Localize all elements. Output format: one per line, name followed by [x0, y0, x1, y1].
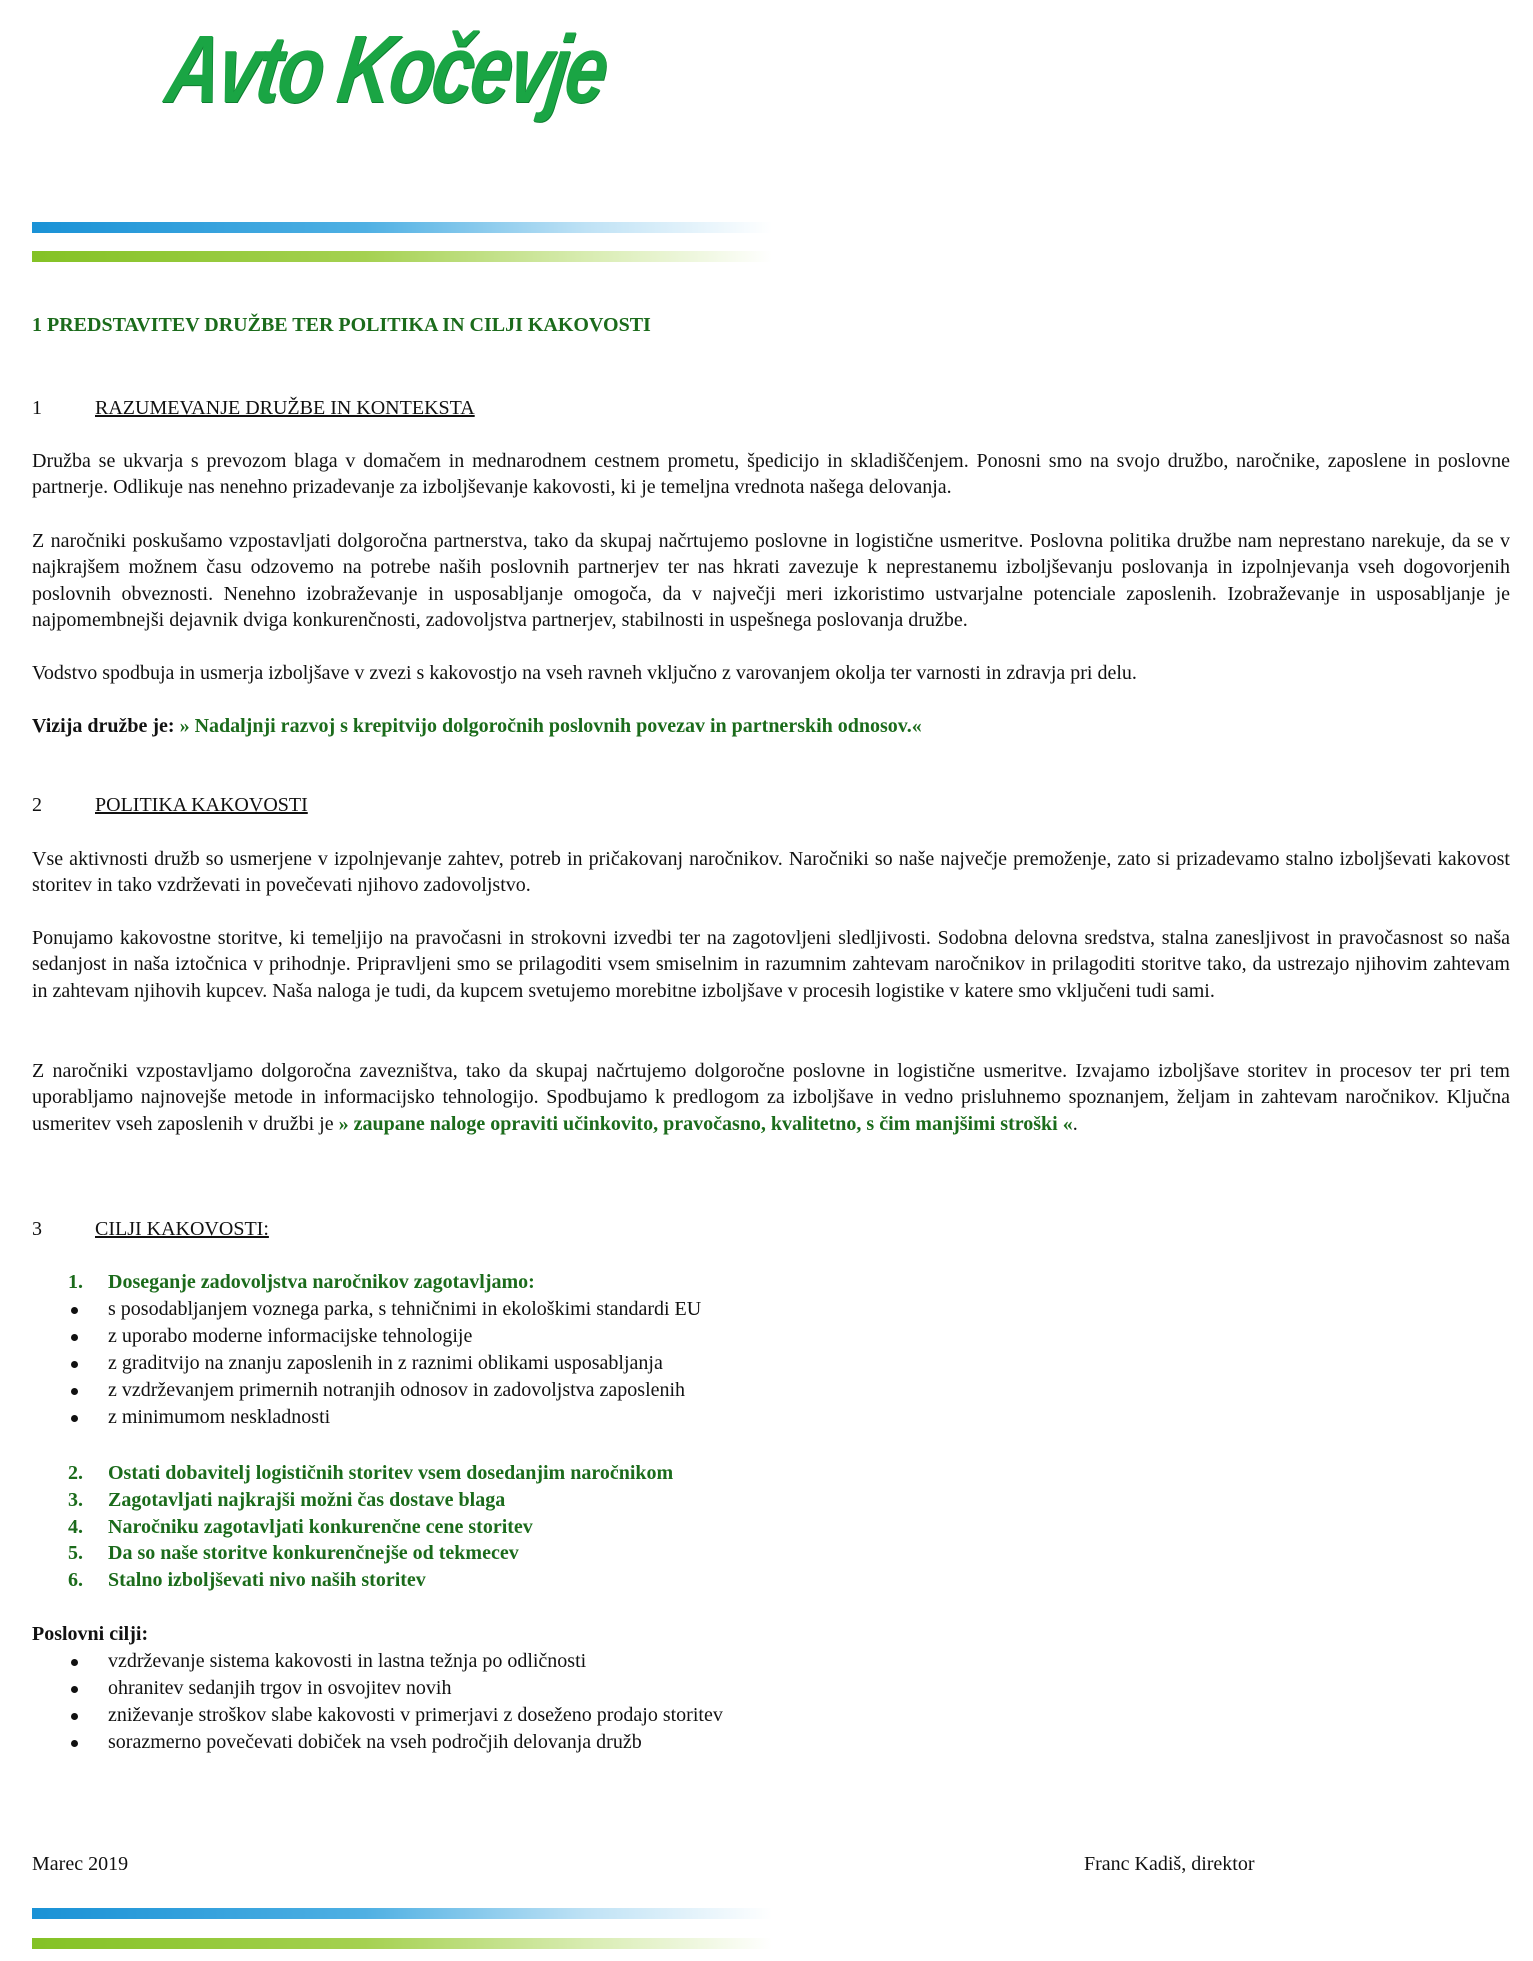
- goal-number: 2.: [68, 1462, 83, 1484]
- section-heading-1: [32, 395, 475, 421]
- goal-text: Ostati dobavitelj logističnih storitev vsem dosedanjim naročnikom: [108, 1462, 674, 1484]
- header-rule-blue: [32, 222, 772, 233]
- s2-paragraph-2: Ponujamo kakovostne storitve, ki temeljijo na pravočasni in strokovni izvedbi ter na zagotovljeni sledljivosti. Sodobna delovna sredstva, stalna zanesljivost in pravočasnost so naša sedanjost in naša iztočnica v prihodnje. Pripravljeni smo se prilagoditi vsem smiselnim in razumnim zahtevam naročnikov in prilagoditi storitve tako, da ustrezajo njihovim zahtevam in zahtevam njihovih kupcev. Naša naloga je tudi, da kupcem svetujemo morebitne izboljšave v procesih logistike v katere smo vključeni tudi sami.: [32, 927, 1510, 1002]
- document-date: Marec 2019: [32, 1853, 129, 1875]
- goal-item-1: [68, 1269, 535, 1295]
- s2-paragraph-3-end: .: [1072, 1112, 1078, 1135]
- goal-number: 5.: [68, 1542, 83, 1564]
- vision-label: Vizija družbe je:: [32, 715, 180, 737]
- goal-text: Stalno izboljševati nivo naših storitev: [108, 1569, 426, 1591]
- s1-paragraph-2: Z naročniki poskušamo vzpostavljati dolgoročna partnerstva, tako da skupaj načrtujemo poslovne in logistične usmeritve. Poslovna politika družbe nam neprestano narekuje, da se v najkrajšem možnem času odzovemo na potrebe naših poslovnih partnerjev ter nas hkrati zavezuje k neprestanemu izboljševanju poslovanja in izpolnjevanja vseh dogovorjenih poslovnih obveznosti. Nenehno izobraževanje in usposabljanje omogoča, da v največji meri izkoristimo ustvarjalne potenciale zaposlenih. Izobraževanje in usposabljanje je najpomembnejši dejavnik dviga konkurenčnosti, zadovoljstva partnerjev, stabilnosti in uspešnega poslovanja družbe.: [32, 530, 1510, 632]
- s1-paragraph-3: Vodstvo spodbuja in usmerja izboljšave v zvezi s kakovostjo na vseh ravneh vključno z varovanjem okolja ter varnosti in zdravja pri delu.: [32, 662, 1137, 684]
- goal-item-6: [68, 1567, 426, 1593]
- list-item: sorazmerno povečevati dobiček na vseh področjih delovanja družb: [68, 1729, 723, 1756]
- goal-1-bullet-list: [68, 1296, 701, 1431]
- list-item: z uporabo moderne informacijske tehnologije: [68, 1323, 701, 1350]
- list-item: z graditvijo na znanju zaposlenih in z raznimi oblikami usposabljanja: [68, 1350, 701, 1377]
- s2-paragraph-3-text: Z naročniki vzpostavljamo dolgoročna zavezništva, tako da skupaj načrtujemo dolgoročne poslovne in logistične usmeritve. Izvajamo izboljšave storitev in procesov ter pri tem uporabljamo najnovejše metode in informacijsko tehnologijo. Spodbujamo k predlogom za izboljšave in vedno prisluhnemo spoznanjem, željam in zahtevam naročnikov. Ključna usmeritev vseh zaposlenih v družbi je: [32, 1060, 1510, 1135]
- section-heading-2: [32, 792, 308, 818]
- section-number: 3: [32, 1218, 42, 1240]
- key-orientation-quote: » zaupane naloge opraviti učinkovito, pravočasno, kvalitetno, s čim manjšimi stroški «: [338, 1112, 1073, 1135]
- header-rule-green: [32, 251, 772, 262]
- signature: Franc Kadiš, direktor: [1084, 1853, 1255, 1875]
- section-heading-3: [32, 1216, 269, 1242]
- goal-text: Zagotavljati najkrajši možni čas dostave blaga: [108, 1489, 506, 1511]
- goal-number: 3.: [68, 1489, 83, 1511]
- goal-item-2: [68, 1460, 673, 1486]
- s1-paragraph-1: Družba se ukvarja s prevozom blaga v domačem in mednarodnem cestnem prometu, špedicijo in skladiščenjem. Ponosni smo na svojo družbo, naročnike, zaposlene in poslovne partnerje. Odlikuje nas nenehno prizadevanje za izboljševanje kakovosti, ki je temeljna vrednota našega delovanja.: [32, 450, 1510, 499]
- list-item: s posodabljanjem voznega parka, s tehničnimi in ekološkimi standardi EU: [68, 1296, 701, 1323]
- footer-rule-green: [32, 1938, 772, 1949]
- goal-number: 1.: [68, 1271, 83, 1293]
- vision-text: » Nadaljnji razvoj s krepitvijo dolgoročnih poslovnih povezav in partnerskih odnosov.«: [179, 715, 922, 737]
- section-title: POLITIKA KAKOVOSTI: [95, 794, 308, 816]
- company-logo: Avto Kočevje: [160, 16, 613, 123]
- goal-item-4: [68, 1514, 533, 1540]
- list-item: zniževanje stroškov slabe kakovosti v primerjavi z doseženo prodajo storitev: [68, 1702, 723, 1729]
- goal-item-3: [68, 1487, 505, 1513]
- list-item: z vzdrževanjem primernih notranjih odnosov in zadovoljstva zaposlenih: [68, 1377, 701, 1404]
- section-title: RAZUMEVANJE DRUŽBE IN KONTEKSTA: [95, 397, 475, 419]
- goal-number: 4.: [68, 1516, 83, 1538]
- list-item: vzdrževanje sistema kakovosti in lastna težnja po odličnosti: [68, 1648, 723, 1675]
- s2-paragraph-3: [32, 1058, 1510, 1137]
- goal-text: Da so naše storitve konkurenčnejše od tekmecev: [108, 1542, 519, 1564]
- business-goals-list: [68, 1648, 723, 1756]
- list-item: z minimumom neskladnosti: [68, 1404, 701, 1431]
- list-item: ohranitev sedanjih trgov in osvojitev novih: [68, 1675, 723, 1702]
- footer-rule-blue: [32, 1908, 772, 1919]
- goal-text: Naročniku zagotavljati konkurenčne cene storitev: [108, 1516, 533, 1538]
- vision-statement: [32, 713, 1510, 739]
- s2-paragraph-1: Vse aktivnosti družb so usmerjene v izpolnjevanje zahtev, potreb in pričakovanj naročnikov. Naročniki so naše največje premoženje, zato si prizadevamo stalno izboljševati kakovost storitev in tako vzdrževati in povečevati njihovo zadovoljstvo.: [32, 848, 1510, 897]
- section-number: 2: [32, 794, 42, 816]
- goal-text: Doseganje zadovoljstva naročnikov zagotavljamo:: [108, 1271, 535, 1293]
- goal-item-5: [68, 1540, 519, 1566]
- business-goals-label: Poslovni cilji:: [32, 1623, 149, 1645]
- section-number: 1: [32, 397, 42, 419]
- document-title: 1 PREDSTAVITEV DRUŽBE TER POLITIKA IN CILJI KAKOVOSTI: [32, 314, 651, 336]
- goal-number: 6.: [68, 1569, 83, 1591]
- section-title: CILJI KAKOVOSTI:: [95, 1218, 269, 1240]
